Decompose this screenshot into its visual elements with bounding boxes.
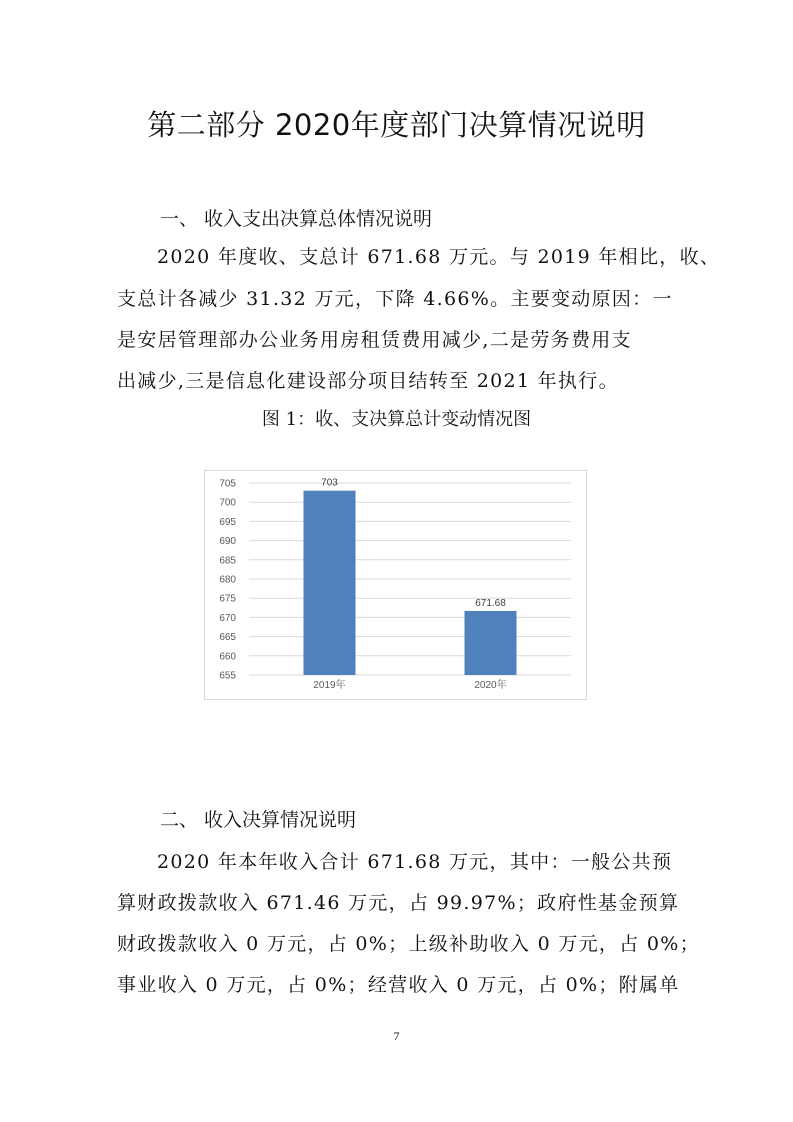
page-title: 第二部分 2020年度部门决算情况说明 [147,108,646,142]
y-tick-label: 695 [219,516,236,528]
section-1-heading: 一、 收入支出决算总体情况说明 [160,208,433,230]
y-tick-label: 675 [219,593,236,605]
y-tick-label: 680 [219,574,236,586]
y-tick-label: 665 [219,632,236,644]
x-tick-label: 2019年 [313,680,346,691]
section-2-line: 2020 年本年收入合计 671.68 万元，其中：一般公共预 [157,851,673,873]
section-2-line: 事业收入 0 万元，占 0%；经营收入 0 万元，占 0%；附属单 [117,974,680,996]
y-tick-label: 670 [219,612,236,624]
section-1-line: 2020 年度收、支总计 671.68 万元。与 2019 年相比，收、 [157,246,721,268]
y-tick-label: 705 [219,478,236,490]
bar [465,611,517,675]
bar-chart [204,470,587,700]
data-label: 703 [321,477,338,489]
figure-caption: 图 1：收、支决算总计变动情况图 [261,409,532,430]
section-2-line: 算财政拨款收入 671.46 万元，占 99.97%；政府性基金预算 [117,892,680,914]
y-tick-label: 660 [219,651,236,663]
y-tick-label: 685 [219,555,236,567]
section-1-line: 是安居管理部办公业务用房租赁费用减少,二是劳务费用支 [117,329,632,351]
section-1-line: 支总计各减少 31.32 万元，下降 4.66%。主要变动原因：一 [117,288,673,310]
x-tick-label: 2020年 [474,680,507,691]
data-label: 671.68 [475,597,506,609]
y-tick-label: 700 [219,497,236,509]
page-number: 7 [393,1029,400,1043]
section-2-heading: 二、 收入决算情况说明 [160,809,357,831]
bar [304,491,356,675]
section-2-line: 财政拨款收入 0 万元，占 0%；上级补助收入 0 万元，占 0%； [117,933,700,955]
y-tick-label: 655 [219,670,236,682]
bar-chart-svg [205,471,586,699]
section-1-line: 出减少,三是信息化建设部分项目结转至 2021 年执行。 [117,370,619,392]
y-tick-label: 690 [219,536,236,548]
